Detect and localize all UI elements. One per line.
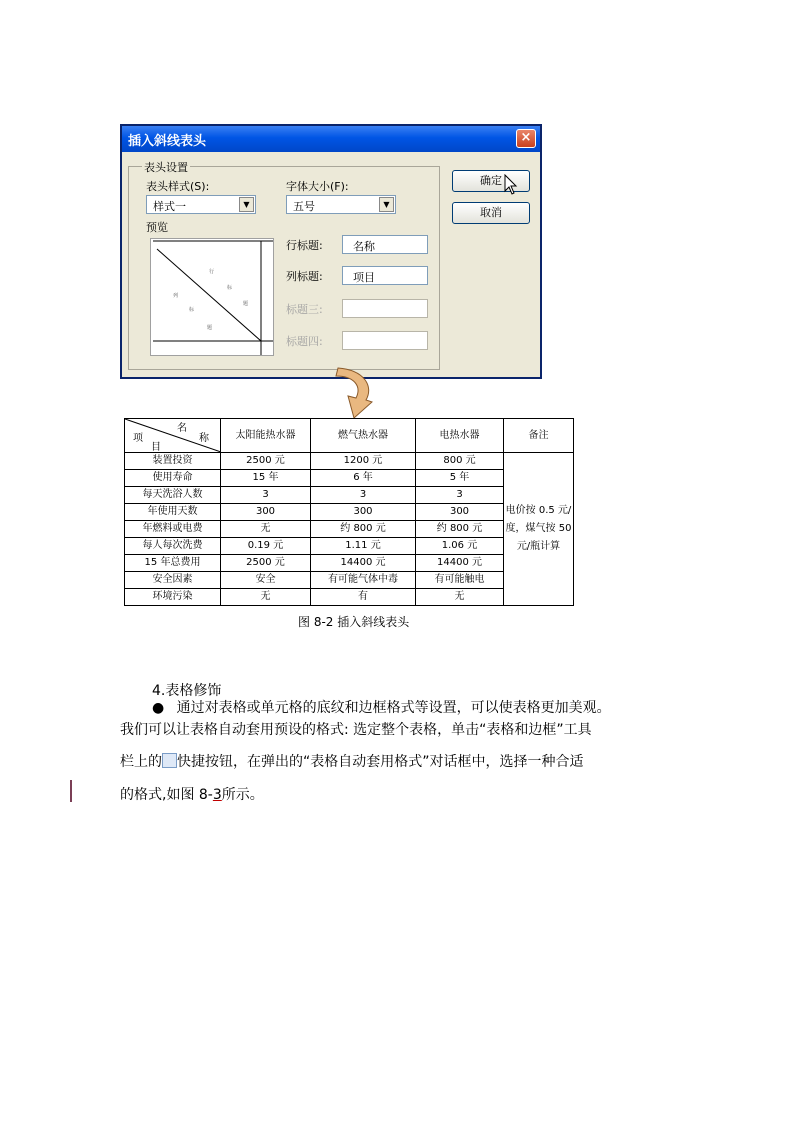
header-style-value: 样式一 bbox=[153, 200, 186, 213]
table-cell: 无 bbox=[221, 521, 311, 538]
preview-label: 预览 bbox=[146, 221, 168, 234]
table-cell: 安全 bbox=[221, 572, 311, 589]
preview-text: 标 bbox=[189, 307, 195, 313]
paragraph-line-4 bbox=[120, 781, 680, 809]
title-three-label: 标题三: bbox=[286, 303, 323, 316]
preview-text: 标 bbox=[227, 285, 233, 291]
table-header-row bbox=[125, 419, 574, 453]
table-cell: 安全因素 bbox=[125, 572, 221, 589]
table-cell: 约 800 元 bbox=[416, 521, 504, 538]
figure-number: 3 bbox=[212, 787, 222, 803]
font-size-value: 五号 bbox=[293, 200, 315, 213]
table-cell: 约 800 元 bbox=[311, 521, 416, 538]
bullet-icon: ● bbox=[152, 700, 165, 716]
preview-text: 题 bbox=[207, 325, 213, 331]
preview-diagram bbox=[151, 239, 273, 355]
table-cell: 每天洗浴人数 bbox=[125, 487, 221, 504]
dialog-titlebar[interactable] bbox=[122, 126, 540, 152]
line-4-pre: 的格式,如图 8- bbox=[120, 787, 213, 803]
table-cell: 有可能触电 bbox=[416, 572, 504, 589]
title-four-input bbox=[342, 331, 428, 350]
line-3-pre: 栏上的 bbox=[120, 754, 162, 770]
table-cell: 1.06 元 bbox=[416, 538, 504, 555]
insert-diagonal-header-dialog bbox=[120, 124, 542, 379]
group-label: 表头设置 bbox=[144, 161, 188, 174]
table-cell: 年燃料或电费 bbox=[125, 521, 221, 538]
table-cell: 有 bbox=[311, 589, 416, 606]
mouse-cursor-icon bbox=[504, 174, 518, 196]
paragraph-line-2: 我们可以让表格自动套用预设的格式: 选定整个表格，单击“表格和边框”工具 bbox=[120, 722, 592, 738]
water-heater-table bbox=[124, 418, 573, 604]
table-cell: 15 年总费用 bbox=[125, 555, 221, 572]
header-cell: 电热水器 bbox=[416, 419, 504, 453]
chevron-down-icon[interactable]: ▼ bbox=[239, 197, 254, 212]
column-title-label: 列标题: bbox=[286, 270, 323, 283]
table-cell: 3 bbox=[311, 487, 416, 504]
corner-right-text: 称 bbox=[199, 433, 209, 444]
table-cell: 14400 元 bbox=[416, 555, 504, 572]
preview-text: 列 bbox=[173, 293, 179, 299]
chevron-down-icon[interactable]: ▼ bbox=[379, 197, 394, 212]
line-4-post: 所示。 bbox=[221, 787, 264, 803]
line-1-text: 通过对表格或单元格的底纹和边框格式等设置，可以使表格更加美观。 bbox=[176, 700, 611, 716]
row-title-label: 行标题: bbox=[286, 239, 323, 252]
table-cell: 每人每次洗费 bbox=[125, 538, 221, 555]
table-cell: 环境污染 bbox=[125, 589, 221, 606]
table-cell: 2500 元 bbox=[221, 555, 311, 572]
table-cell: 无 bbox=[416, 589, 504, 606]
table-cell: 装置投资 bbox=[125, 453, 221, 470]
note-cell: 电价按 0.5 元/度，煤气按 50 元/瓶计算 bbox=[504, 453, 574, 606]
corner-left-text: 项 bbox=[133, 433, 143, 444]
preview-text: 题 bbox=[243, 301, 249, 307]
table-autoformat-icon bbox=[162, 753, 177, 768]
table-cell: 年使用天数 bbox=[125, 504, 221, 521]
style-label: 表头样式(S): bbox=[146, 180, 210, 193]
table-row bbox=[125, 453, 574, 470]
header-style-select[interactable] bbox=[146, 195, 256, 214]
table-cell: 15 年 bbox=[221, 470, 311, 487]
corner-bottom-text: 目 bbox=[151, 442, 161, 452]
preview-text: 行 bbox=[209, 269, 215, 275]
corner-top-text: 名 bbox=[177, 423, 187, 434]
ok-label: 确定 bbox=[480, 174, 502, 187]
table-cell: 使用寿命 bbox=[125, 470, 221, 487]
table-cell: 3 bbox=[221, 487, 311, 504]
preview-box bbox=[150, 238, 274, 356]
header-cell: 燃气热水器 bbox=[311, 419, 416, 453]
table-cell: 300 bbox=[311, 504, 416, 521]
table-cell: 无 bbox=[221, 589, 311, 606]
table-cell: 800 元 bbox=[416, 453, 504, 470]
title-four-label: 标题四: bbox=[286, 335, 323, 348]
dialog-title: 插入斜线表头 bbox=[128, 134, 207, 149]
curved-arrow-icon bbox=[330, 364, 380, 422]
line-3-post: 快捷按钮，在弹出的“表格自动套用格式”对话框中，选择一种合适 bbox=[177, 754, 584, 770]
table-cell: 2500 元 bbox=[221, 453, 311, 470]
font-size-select[interactable] bbox=[286, 195, 396, 214]
cancel-button[interactable] bbox=[452, 202, 530, 224]
cancel-label: 取消 bbox=[480, 206, 502, 219]
table-cell: 14400 元 bbox=[311, 555, 416, 572]
section-title: 4.表格修饰 bbox=[152, 683, 222, 699]
paragraph-line-3 bbox=[120, 748, 680, 776]
ok-button[interactable] bbox=[452, 170, 530, 192]
close-button[interactable]: × bbox=[516, 129, 536, 148]
table-cell: 5 年 bbox=[416, 470, 504, 487]
header-cell: 备注 bbox=[504, 419, 574, 453]
table-cell: 6 年 bbox=[311, 470, 416, 487]
diagonal-header-cell bbox=[125, 419, 221, 453]
table-cell: 3 bbox=[416, 487, 504, 504]
font-size-label: 字体大小(F): bbox=[286, 180, 349, 193]
column-title-input[interactable] bbox=[342, 266, 428, 285]
table-cell: 1.11 元 bbox=[311, 538, 416, 555]
table-cell: 0.19 元 bbox=[221, 538, 311, 555]
table-cell: 300 bbox=[416, 504, 504, 521]
table-cell: 1200 元 bbox=[311, 453, 416, 470]
column-title-value: 项目 bbox=[353, 271, 375, 284]
figure-caption: 图 8-2 插入斜线表头 bbox=[298, 615, 410, 629]
row-title-value: 名称 bbox=[353, 240, 375, 253]
table-cell: 有可能气体中毒 bbox=[311, 572, 416, 589]
title-three-input bbox=[342, 299, 428, 318]
table-cell: 300 bbox=[221, 504, 311, 521]
revision-bar bbox=[70, 780, 72, 802]
header-cell: 太阳能热水器 bbox=[221, 419, 311, 453]
row-title-input[interactable] bbox=[342, 235, 428, 254]
